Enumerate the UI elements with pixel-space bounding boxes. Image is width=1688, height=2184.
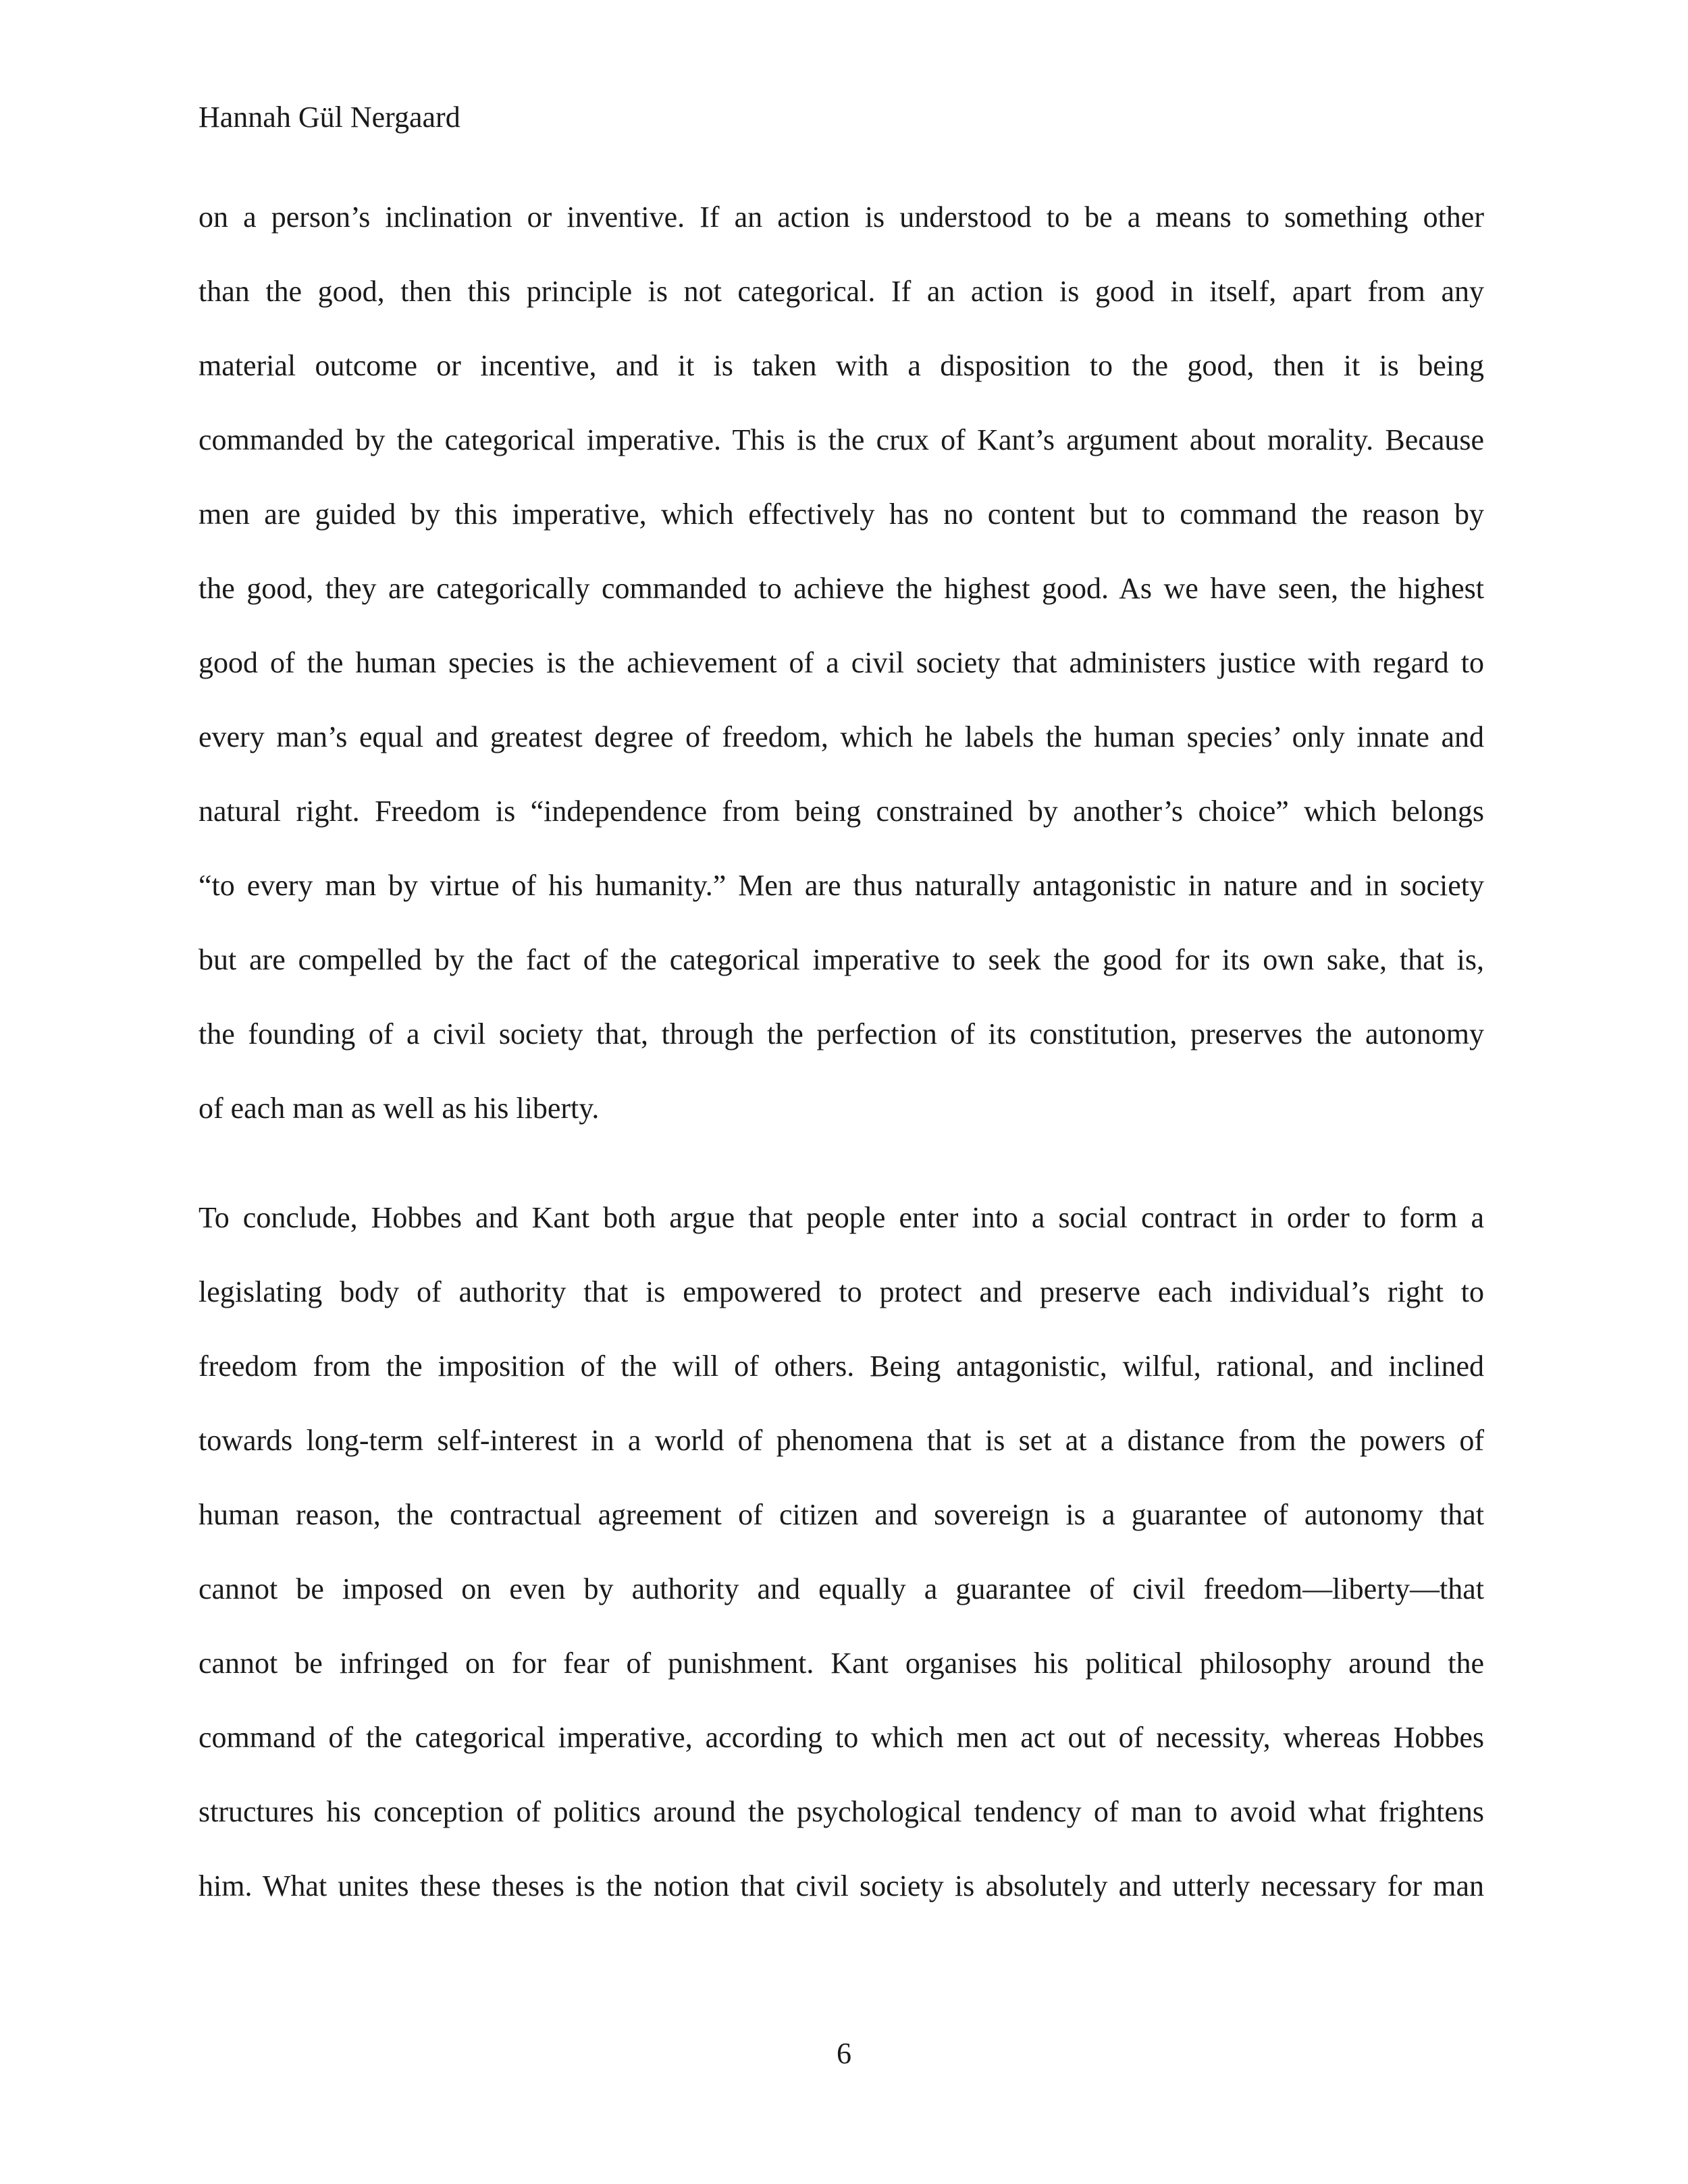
paragraph-line: good of the human species is the achievement of a civil society that administers justice with regard to <box>199 646 1484 679</box>
paragraph-line: towards long-term self-interest in a world of phenomena that is set at a distance from the powers of <box>199 1424 1484 1457</box>
paragraph-line: the good, they are categorically commanded to achieve the highest good. As we have seen, the highest <box>199 572 1484 605</box>
page-number: 6 <box>837 2037 851 2070</box>
paragraph-line: To conclude, Hobbes and Kant both argue that people enter into a social contract in order to form a <box>199 1201 1484 1234</box>
paragraph-line: than the good, then this principle is not categorical. If an action is good in itself, apart from any <box>199 275 1484 308</box>
paragraph-line: human reason, the contractual agreement of citizen and sovereign is a guarantee of autonomy that <box>199 1498 1484 1531</box>
paragraph-line: cannot be infringed on for fear of punishment. Kant organises his political philosophy around the <box>199 1647 1484 1680</box>
paragraph-line: cannot be imposed on even by authority and equally a guarantee of civil freedom—liberty—that <box>199 1572 1484 1605</box>
paragraph-line: the founding of a civil society that, through the perfection of its constitution, preserves the autonomy <box>199 1017 1484 1050</box>
paragraph-line: on a person’s inclination or inventive. If an action is understood to be a means to something other <box>199 201 1484 234</box>
paragraph-line: legislating body of authority that is empowered to protect and preserve each individual’s right to <box>199 1275 1484 1308</box>
paragraph-line: commanded by the categorical imperative. This is the crux of Kant’s argument about morality. Because <box>199 423 1484 456</box>
paragraph-2 <box>199 1196 1484 1939</box>
paragraph-line: natural right. Freedom is “independence from being constrained by another’s choice” which belongs <box>199 795 1484 828</box>
paragraph-line: command of the categorical imperative, according to which men act out of necessity, whereas Hobbes <box>199 1721 1484 1754</box>
paragraph-line: structures his conception of politics around the psychological tendency of man to avoid what frightens <box>199 1795 1484 1828</box>
running-header-author: Hannah Gül Nergaard <box>199 101 460 134</box>
paragraph-line: men are guided by this imperative, which effectively has no content but to command the reason by <box>199 498 1484 531</box>
paragraph-1 <box>199 196 1484 1161</box>
paragraph-line: of each man as well as his liberty. <box>199 1092 600 1125</box>
paragraph-line: every man’s equal and greatest degree of freedom, which he labels the human species’ only innate and <box>199 720 1484 753</box>
paragraph-line: “to every man by virtue of his humanity.” Men are thus naturally antagonistic in nature and in society <box>199 869 1484 902</box>
paragraph-line: him. What unites these theses is the notion that civil society is absolutely and utterly necessary for man <box>199 1869 1484 1902</box>
paragraph-line: freedom from the imposition of the will of others. Being antagonistic, wilful, rational, and inclined <box>199 1350 1484 1383</box>
paragraph-line: but are compelled by the fact of the categorical imperative to seek the good for its own sake, that is, <box>199 943 1484 976</box>
paragraph-line: material outcome or incentive, and it is taken with a disposition to the good, then it is being <box>199 349 1484 382</box>
